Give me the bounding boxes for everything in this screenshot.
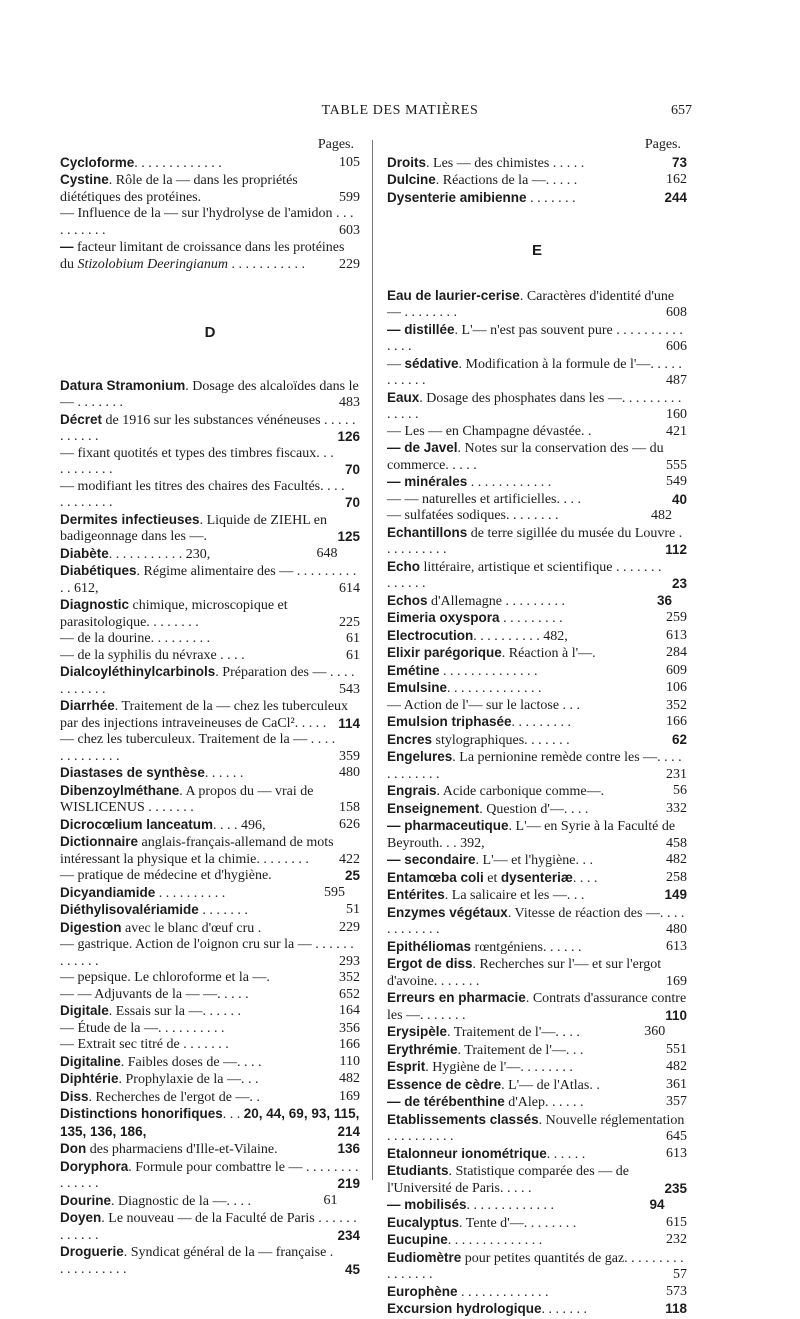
index-entry: Diabète. . . . . . . . . . . 230, 648 <box>60 545 338 562</box>
index-entry: Ergot de diss. Recherches sur l'— et sur l'ergot d'avoine. . . . . . . 169 <box>387 956 687 989</box>
index-entry: Eucalyptus. Tente d'—. . . . . . . . 615 <box>387 1214 687 1231</box>
index-entry: — pepsique. Le chloroforme et la —. 352 <box>60 970 360 985</box>
index-entry: Eucupine. . . . . . . . . . . . . . 232 <box>387 1232 687 1248</box>
index-entry: — de la dourine. . . . . . . . . 61 <box>60 631 360 646</box>
index-entry: — Action de l'— sur le lactose . . . 352 <box>387 697 687 713</box>
index-entry: Erythrémie. Traitement de l'—. . . 551 <box>387 1041 687 1058</box>
index-entry: — secondaire. L'— et l'hygiène. . . 482 <box>387 852 687 868</box>
index-entry: Erreurs en pharmacie. Contrats d'assurance contre les —. . . . . . . 110 <box>387 990 687 1023</box>
right-entries-e <box>387 288 687 1319</box>
left-entries-c <box>60 155 360 274</box>
index-entry: Digitale. Essais sur la —. . . . . . 164 <box>60 1003 360 1019</box>
index-entry: Enseignement. Question d'—. . . . 332 <box>387 800 687 817</box>
index-entry: Diarrhée. Traitement de la — chez les tuberculeux par des injections intraveineuses de CaCl². . . . . 114 <box>60 698 360 731</box>
pages-label-right: Pages. <box>644 137 681 152</box>
index-entry: Digestion avec le blanc d'œuf cru . 229 <box>60 919 360 936</box>
pages-label-left: Pages. <box>317 137 354 152</box>
index-entry: Emulsine. . . . . . . . . . . . . . 106 <box>387 680 687 696</box>
index-entry: Don des pharmaciens d'Ille-et-Vilaine. 136 <box>60 1141 360 1157</box>
index-entry: Entérites. La salicaire et les —. . . 149 <box>387 887 687 903</box>
index-entry: Eaux. Dosage des phosphates dans les —. . . . . . . . . . . . . . 160 <box>387 389 687 422</box>
index-entry: — Influence de la — sur l'hydrolyse de l'amidon . . . . . . . . . . 603 <box>60 206 360 238</box>
column-divider <box>372 140 373 1180</box>
right-column <box>387 137 687 1319</box>
index-entry: Etudiants. Statistique comparée des — de l'Université de Paris. . . . . 235 <box>387 1163 687 1196</box>
index-entry: Epithéliomas rœntgéniens. . . . . . 613 <box>387 938 687 955</box>
index-entry: Diss. Recherches de l'ergot de —. . 169 <box>60 1088 360 1105</box>
index-entry: Encres stylographiques. . . . . . . 62 <box>387 731 687 748</box>
index-entry: Erysipèle. Traitement de l'—. . . . 360 <box>387 1024 666 1040</box>
index-entry: — modifiant les titres des chaires des Facultés. . . . . . . . . . . . 70 <box>60 478 360 510</box>
index-entry: Diéthylisovalériamide . . . . . . . 51 <box>60 902 360 918</box>
index-entry: Dourine. Diagnostic de la —. . . . 61 <box>60 1192 338 1209</box>
index-entry: Echos d'Allemagne . . . . . . . . . 36 <box>387 592 672 609</box>
index-entry: Echantillons de terre sigillée du musée du Louvre . . . . . . . . . . 112 <box>387 524 687 557</box>
index-entry: Engrais. Acide carbonique comme—. 56 <box>387 783 687 799</box>
index-entry: Cystine. Rôle de la — dans les propriétés diététiques des protéines. 599 <box>60 172 360 205</box>
index-entry: — minérales . . . . . . . . . . . . 549 <box>387 474 687 490</box>
index-entry: Dysenterie amibienne . . . . . . . 244 <box>387 189 687 206</box>
index-entry: — — naturelles et artificielles. . . . 40 <box>387 491 687 507</box>
index-entry: Essence de cèdre. L'— de l'Atlas. . 361 <box>387 1076 687 1093</box>
index-entry: — fixant quotités et types des timbres fiscaux. . . . . . . . . . . 70 <box>60 445 360 477</box>
index-entry: Dicrocœlium lanceatum. . . . 496, 626 <box>60 816 360 833</box>
index-entry: Diphtérie. Prophylaxie de la —. . . 482 <box>60 1071 360 1087</box>
index-entry: Dictionnaire anglais-français-allemand de mots intéressant la physique et la chimie. . . . . . . . 422 <box>60 834 360 867</box>
index-entry: — Extrait sec titré de . . . . . . . 166 <box>60 1037 360 1052</box>
index-entry: Dulcine. Réactions de la —. . . . . 162 <box>387 172 687 188</box>
index-entry: — gastrique. Action de l'oignon cru sur la — . . . . . . . . . . . . 293 <box>60 937 360 969</box>
index-entry: Diastases de synthèse. . . . . . 480 <box>60 765 360 781</box>
index-entry: Echo littéraire, artistique et scientifique . . . . . . . . . . . . . 23 <box>387 558 687 591</box>
index-entry: Dialcoyléthinylcarbinols. Préparation des — . . . . . . . . . . . 543 <box>60 664 360 697</box>
index-entry: Excursion hydrologique. . . . . . . 118 <box>387 1301 687 1317</box>
index-entry: Esprit. Hygiène de l'—. . . . . . . . 482 <box>387 1059 687 1075</box>
index-entry: — Les — en Champagne dévastée. . 421 <box>387 423 687 439</box>
index-entry: Doryphora. Formule pour combattre le — . . . . . . . . . . . . . . 219 <box>60 1158 360 1191</box>
index-entry: — de Javel. Notes sur la conservation des — du commerce. . . . . 555 <box>387 440 687 473</box>
running-header <box>0 103 800 123</box>
index-entry: — distillée. L'— n'est pas souvent pure . . . . . . . . . . . . . . 606 <box>387 321 687 354</box>
index-entry: Etablissements classés. Nouvelle réglementation . . . . . . . . . . 645 <box>387 1111 687 1144</box>
index-entry: Etalonneur ionométrique. . . . . . 613 <box>387 1145 687 1162</box>
index-entry: Europhène . . . . . . . . . . . . . 573 <box>387 1283 687 1300</box>
index-entry: Droguerie. Syndicat général de la — française . . . . . . . . . . . 45 <box>60 1244 360 1277</box>
index-entry: — Étude de la —. . . . . . . . . . 356 <box>60 1020 360 1036</box>
page-number: 657 <box>671 103 692 118</box>
section-letter-e: E <box>531 242 542 259</box>
index-entry: — pharmaceutique. L'— en Syrie à la Faculté de Beyrouth. . . 392, 458 <box>387 818 687 851</box>
section-letter-d: D <box>204 324 216 341</box>
index-entry: Distinctions honorifiques. . . 20, 44, 69, 93, 115, 135, 136, 186, 214 <box>60 1106 360 1139</box>
index-entry: Droits. Les — des chimistes . . . . . 73 <box>387 154 687 171</box>
index-entry: — mobilisés. . . . . . . . . . . . . 94 <box>387 1197 665 1213</box>
index-entry: — chez les tuberculeux. Traitement de la — . . . . . . . . . . . . . 359 <box>60 732 360 764</box>
index-entry: Eau de laurier-cerise. Caractères d'identité d'une — . . . . . . . . 608 <box>387 287 687 320</box>
index-entry: — facteur limitant de croissance dans les protéines du Stizolobium Deeringianum . . . . . . . . . . . 229 <box>60 239 360 272</box>
index-entry: — pratique de médecine et d'hygiène. 25 <box>60 868 360 883</box>
index-entry: Engelures. La pernionine remède contre les —. . . . . . . . . . . . 231 <box>387 749 687 782</box>
index-entry: — sulfatées sodiques. . . . . . . . 482 <box>387 508 672 523</box>
index-entry: Diagnostic chimique, microscopique et parasitologique. . . . . . . . 225 <box>60 597 360 630</box>
index-entry: — de la syphilis du névraxe . . . . 61 <box>60 647 360 663</box>
index-entry: Cycloforme. . . . . . . . . . . . . 105 <box>60 154 360 171</box>
left-column <box>60 137 360 1279</box>
index-entry: Décret de 1916 sur les substances vénéneuses . . . . . . . . . . . 126 <box>60 411 360 444</box>
index-entry: Emétine . . . . . . . . . . . . . . 609 <box>387 662 687 679</box>
index-entry: Diabétiques. Régime alimentaire des — . . . . . . . . . . . 612, 614 <box>60 563 360 596</box>
index-entry: Elixir parégorique. Réaction à l'—. 284 <box>387 645 687 661</box>
left-entries-d <box>60 378 360 1279</box>
header-title: TABLE DES MATIÈRES <box>321 103 479 118</box>
index-entry: Dermites infectieuses. Liquide de ZIEHL en badigeonnage dans les —. 125 <box>60 511 360 544</box>
index-entry: Entamœba coli et dysenteriæ. . . . 258 <box>387 869 687 886</box>
index-entry: Dicyandiamide . . . . . . . . . . 595 <box>60 884 345 901</box>
index-entry: Electrocution. . . . . . . . . . 482, 613 <box>387 627 687 644</box>
index-entry: — de térébenthine d'Alep. . . . . . 357 <box>387 1094 687 1110</box>
index-entry: Doyen. Le nouveau — de la Faculté de Paris . . . . . . . . . . . . 234 <box>60 1210 360 1243</box>
index-entry: — sédative. Modification à la formule de l'—. . . . . . . . . . . 487 <box>387 355 687 388</box>
index-entry: Enzymes végétaux. Vitesse de réaction des —. . . . . . . . . . . . 480 <box>387 904 687 937</box>
index-entry: Digitaline. Faibles doses de —. . . . 110 <box>60 1053 360 1070</box>
index-entry: Datura Stramonium. Dosage des alcaloïdes dans le — . . . . . . . 483 <box>60 377 360 410</box>
index-entry: Eimeria oxyspora . . . . . . . . . 259 <box>387 610 687 626</box>
index-entry: Eudiomètre pour petites quantités de gaz. . . . . . . . . . . . . . . . 57 <box>387 1249 687 1282</box>
index-entry: Dibenzoylméthane. A propos du — vrai de WISLICENUS . . . . . . . 158 <box>60 782 360 815</box>
index-entry: Emulsion triphasée. . . . . . . . . 166 <box>387 714 687 730</box>
right-entries-d <box>387 155 687 208</box>
index-entry: — — Adjuvants de la — —. . . . . 652 <box>60 986 360 1002</box>
